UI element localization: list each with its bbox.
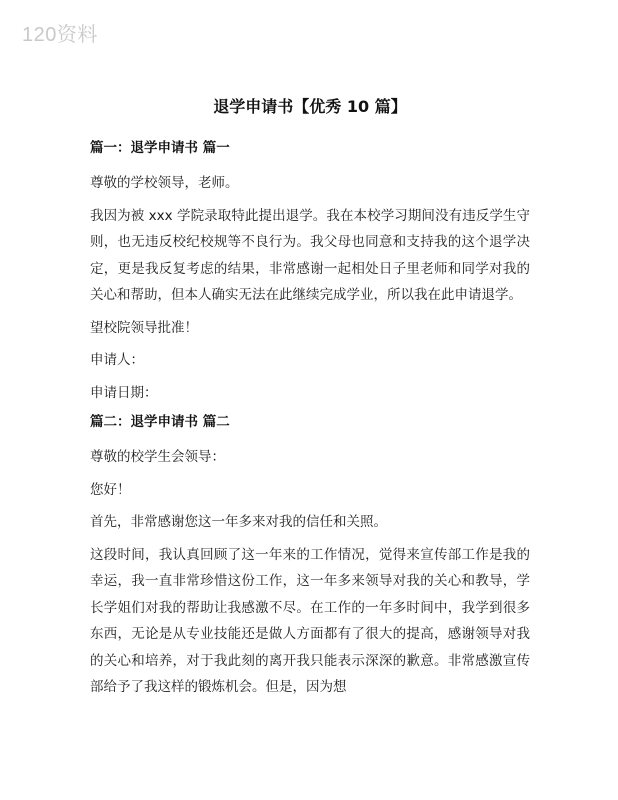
watermark-logo: 120资料 (22, 24, 98, 46)
paragraph: 您好！ (90, 481, 131, 498)
paragraph: 尊敬的校学生会领导： (90, 449, 225, 465)
paragraph: 申请日期： (90, 384, 158, 401)
document-page (90, 96, 530, 707)
paragraph: 申请人： (90, 352, 144, 368)
section-2 (90, 412, 530, 701)
document-title: 退学申请书【优秀 10 篇】 (213, 97, 407, 116)
section-1 (90, 138, 530, 406)
paragraph: 首先，非常感谢您这一年多来对我的信任和关照。 (90, 514, 387, 530)
paragraph: 这段时间，我认真回顾了这一年来的工作情况，觉得来宣传部工作是我的幸运，我一直非常珍惜这份工作，这一年多来领导对我的关心和教导，学长学姐们对我的帮助让我感激不尽。在工作的一年多时间中，我学到很多东西，无论是从专业技能还是做人方面都有了很大的提高，感谢领导对我的关心和培养，对于我此刻的离开我只能表示深深的歉意。非常感激宣传部给予了我这样的锻炼机会。但是，因为想 (90, 546, 530, 695)
paragraph: 我因为被 xxx 学院录取特此提出退学。我在本校学习期间没有违反学生守则，也无违反校纪校规等不良行为。我父母也同意和支持我的这个退学决定，更是我反复考虑的结果，非常感谢一起相处日子里老师和同学对我的关心和帮助，但本人确实无法在此继续完成学业，所以我在此申请退学。 (90, 207, 530, 303)
paragraph: 望校院领导批准！ (90, 319, 198, 336)
section-heading: 篇一：退学申请书 篇一 (90, 140, 230, 156)
paragraph: 尊敬的学校领导，老师。 (90, 175, 239, 191)
section-heading: 篇二：退学申请书 篇二 (90, 414, 230, 430)
